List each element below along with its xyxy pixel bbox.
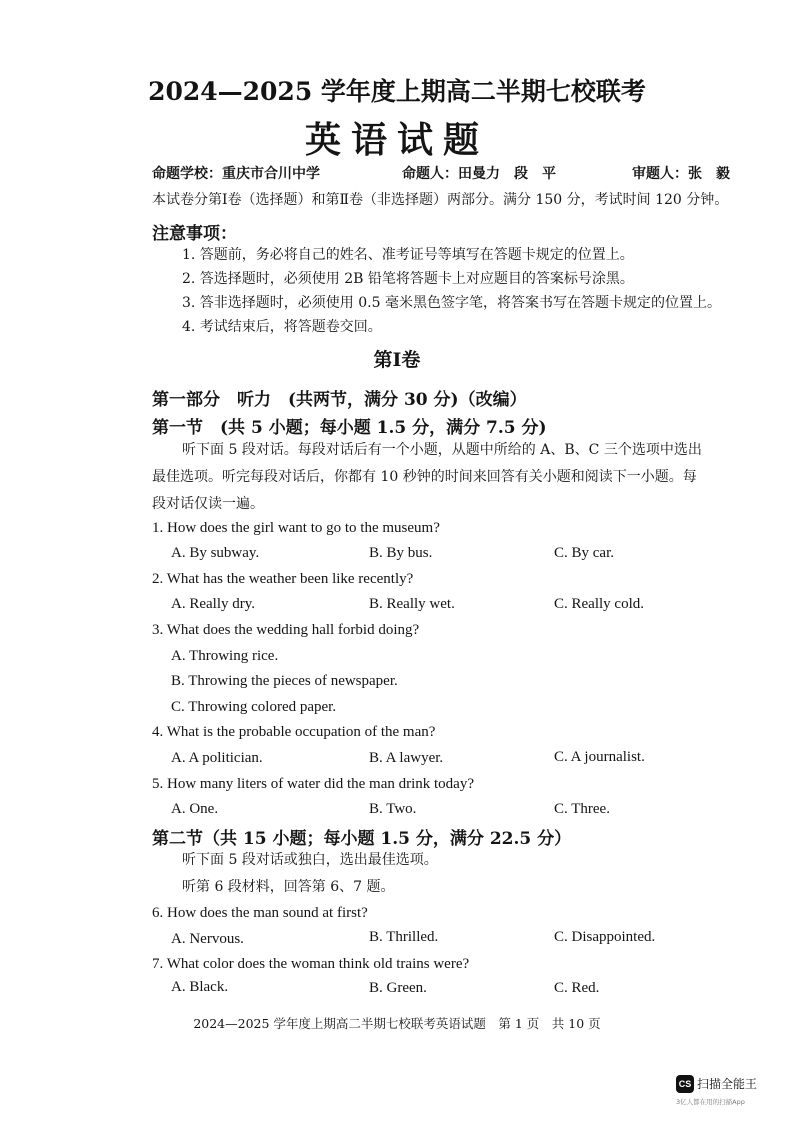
question-2: 2. What has the weather been like recently? [152, 571, 414, 587]
section2-heading: 第二节（共 15 小题；每小题 1.5 分，满分 22.5 分） [152, 829, 572, 849]
q3-option-c: C. Throwing colored paper. [171, 699, 337, 715]
scanner-logo-icon: CS [676, 1075, 694, 1093]
section1-heading: 第一节 (共 5 小题；每小题 1.5 分，满分 7.5 分) [152, 418, 547, 438]
q1-option-a: A. By subway. [171, 545, 260, 561]
q4-option-b: B. A lawyer. [369, 750, 444, 766]
scanner-slogan: 3亿人都在用的扫描App [676, 1098, 745, 1106]
section2-instruction: 听下面 5 段对话或独白，选出最佳选项。 [182, 852, 438, 868]
section1-instruction: 段对话仅读一遍。 [152, 496, 264, 512]
question-6: 6. How does the man sound at first? [152, 905, 368, 921]
q5-option-b: B. Two. [369, 801, 417, 817]
question-3: 3. What does the wedding hall forbid doing? [152, 622, 420, 638]
reviewer-label: 审题人：张 毅 [632, 166, 730, 182]
q7-option-c: C. Red. [554, 980, 600, 996]
part-heading: 第一部分 听力 (共两节，满分 30 分)（改编） [152, 390, 527, 410]
q4-option-a: A. A politician. [171, 750, 263, 766]
section2-instruction: 听第 6 段材料，回答第 6、7 题。 [182, 879, 395, 895]
q2-option-b: B. Really wet. [369, 596, 455, 612]
exam-intro: 本试卷分第Ⅰ卷（选择题）和第Ⅱ卷（非选择题）两部分。满分 150 分，考试时间 120 分钟。 [152, 192, 729, 208]
subject-title: 英语试题 [304, 119, 489, 161]
notice-item: 2. 答选择题时，必须使用 2B 铅笔将答题卡上对应题目的答案标号涂黑。 [182, 271, 634, 287]
q7-option-b: B. Green. [369, 980, 427, 996]
notice-item: 1. 答题前，务必将自己的姓名、准考证号等填写在答题卡规定的位置上。 [182, 247, 634, 263]
section1-instruction: 听下面 5 段对话。每段对话后有一个小题，从题中所给的 A、B、C 三个选项中选出 [182, 442, 702, 458]
notice-item: 3. 答非选择题时，必须使用 0.5 毫米黑色签字笔，将答案书写在答题卡规定的位置上。 [182, 295, 721, 311]
q2-option-c: C. Really cold. [554, 596, 644, 612]
q4-option-c: C. A journalist. [554, 749, 645, 765]
notice-heading: 注意事项： [152, 224, 237, 244]
question-5: 5. How many liters of water did the man drink today? [152, 776, 475, 792]
q6-option-c: C. Disappointed. [554, 929, 656, 945]
exam-title: 2024—2025 学年度上期高二半期七校联考 [148, 77, 646, 106]
q2-option-a: A. Really dry. [171, 596, 256, 612]
q6-option-b: B. Thrilled. [369, 929, 439, 945]
q1-option-c: C. By car. [554, 545, 614, 561]
question-1: 1. How does the girl want to go to the museum? [152, 520, 440, 536]
q7-option-a: A. Black. [171, 979, 229, 995]
q5-option-a: A. One. [171, 801, 219, 817]
author-label: 命题人：田曼力 段 平 [402, 166, 556, 182]
q5-option-c: C. Three. [554, 801, 610, 817]
q3-option-a: A. Throwing rice. [171, 648, 279, 664]
q1-option-b: B. By bus. [369, 545, 433, 561]
q6-option-a: A. Nervous. [171, 931, 244, 947]
notice-item: 4. 考试结束后，将答题卷交回。 [182, 319, 382, 335]
volume-heading: 第Ⅰ卷 [373, 349, 421, 371]
school-label: 命题学校：重庆市合川中学 [152, 166, 320, 182]
scanner-app-name: 扫描全能王 [697, 1077, 758, 1091]
q3-option-b: B. Throwing the pieces of newspaper. [171, 673, 398, 689]
page-footer: 2024—2025 学年度上期高二半期七校联考英语试题 第 1 页 共 10 页 [193, 1016, 601, 1031]
question-4: 4. What is the probable occupation of the man? [152, 724, 436, 740]
section1-instruction: 最佳选项。听完每段对话后，你都有 10 秒钟的时间来回答有关小题和阅读下一小题。每 [152, 469, 697, 485]
question-7: 7. What color does the woman think old trains were? [152, 956, 470, 972]
